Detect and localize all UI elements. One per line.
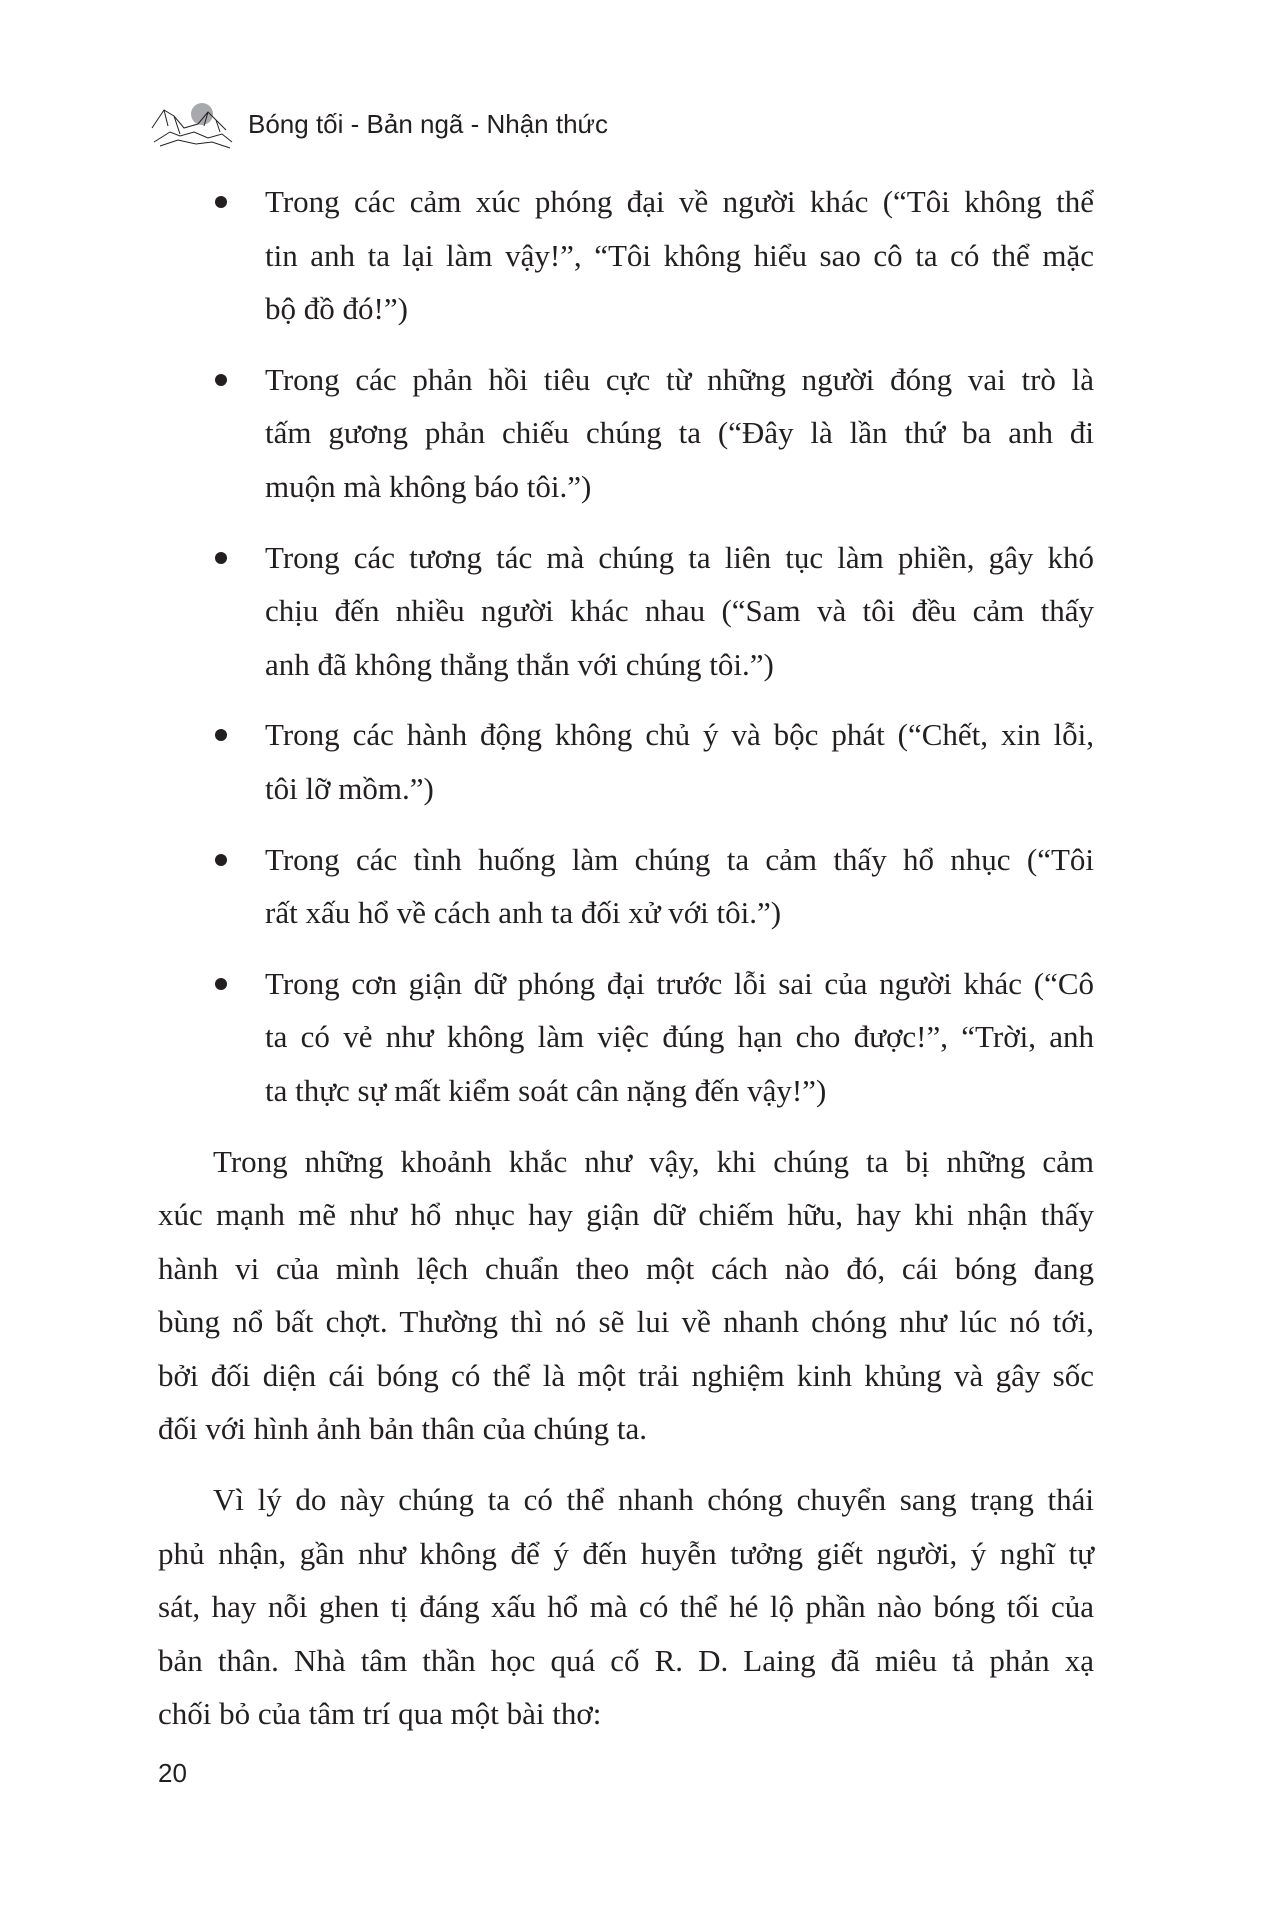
paragraph <box>158 1473 1094 1741</box>
text-line: Vì lý do này chúng ta có thể nhanh chóng chuyển sang trạng thái <box>213 1482 1094 1518</box>
bullet-item <box>158 353 1094 514</box>
text-line: chối bỏ của tâm trí qua một bài thơ: <box>158 1696 602 1732</box>
paragraph <box>158 1135 1094 1457</box>
text-line: muộn mà không báo tôi.”) <box>265 468 592 504</box>
text-line: đối với hình ảnh bản thân của chúng ta. <box>158 1411 648 1447</box>
bullet-item <box>158 833 1094 940</box>
text-line: Trong các tương tác mà chúng ta liên tục làm phiền, gây khó <box>265 539 1094 575</box>
bullet-dot-icon <box>215 729 227 741</box>
text-line: hành vi của mình lệch chuẩn theo một cách nào đó, cái bóng đang <box>158 1250 1094 1286</box>
bullet-item <box>158 708 1094 815</box>
text-line: Trong các cảm xúc phóng đại về người khác (“Tôi không thể <box>265 184 1094 219</box>
text-line: tấm gương phản chiếu chúng ta (“Đây là lần thứ ba anh đi <box>265 415 1094 451</box>
text-line: sát, hay nỗi ghen tị đáng xấu hổ mà có thể hé lộ phần nào bóng tối của <box>158 1589 1094 1625</box>
bullet-dot-icon <box>215 978 227 990</box>
text-line: bộ đồ đó!”) <box>265 291 408 327</box>
text-line: rất xấu hổ về cách anh ta đối xử với tôi.”) <box>265 895 782 931</box>
text-line: anh đã không thẳng thắn với chúng tôi.”) <box>265 646 774 682</box>
bullet-list <box>158 175 1094 1118</box>
bullet-item <box>158 175 1094 336</box>
text-line: Trong những khoảnh khắc như vậy, khi chúng ta bị những cảm <box>213 1143 1094 1179</box>
text-line: chịu đến nhiều người khác nhau (“Sam và tôi đều cảm thấy <box>265 593 1094 629</box>
text-line: ta thực sự mất kiểm soát cân nặng đến vậy!”) <box>265 1072 827 1108</box>
bullet-item <box>158 531 1094 692</box>
text-line: phủ nhận, gần như không để ý đến huyễn tưởng giết người, ý nghĩ tự <box>158 1535 1094 1571</box>
text-line: Trong các hành động không chủ ý và bộc phát (“Chết, xin lỗi, <box>265 717 1094 753</box>
text-line: bởi đối diện cái bóng có thể là một trải nghiệm kinh khủng và gây sốc <box>158 1357 1094 1393</box>
text-line: bản thân. Nhà tâm thần học quá cố R. D. Laing đã miêu tả phản xạ <box>158 1642 1094 1678</box>
text-line: bùng nổ bất chợt. Thường thì nó sẽ lui về nhanh chóng như lúc nó tới, <box>158 1304 1094 1340</box>
paragraphs <box>158 1135 1094 1742</box>
text-line: tin anh ta lại làm vậy!”, “Tôi không hiểu sao cô ta có thể mặc <box>265 237 1094 273</box>
running-title: Bóng tối - Bản ngã - Nhận thức <box>248 108 608 139</box>
text-line: xúc mạnh mẽ như hổ nhục hay giận dữ chiếm hữu, hay khi nhận thấy <box>158 1197 1094 1233</box>
text-line: Trong các tình huống làm chúng ta cảm thấy hổ nhục (“Tôi <box>265 841 1094 877</box>
bullet-dot-icon <box>215 196 227 208</box>
running-header <box>150 96 608 152</box>
bullet-item <box>158 957 1094 1118</box>
mountain-sun-icon <box>150 98 234 150</box>
bullet-dot-icon <box>215 552 227 564</box>
bullet-dot-icon <box>215 374 227 386</box>
text-line: Trong cơn giận dữ phóng đại trước lỗi sai của người khác (“Cô <box>265 965 1094 1001</box>
text-line: Trong các phản hồi tiêu cực từ những người đóng vai trò là <box>265 361 1094 397</box>
text-line: tôi lỡ mồm.”) <box>265 770 434 806</box>
text-line: ta có vẻ như không làm việc đúng hạn cho được!”, “Trời, anh <box>265 1019 1094 1055</box>
bullet-dot-icon <box>215 854 227 866</box>
page-body <box>158 175 1094 1758</box>
page-number: 20 <box>158 1758 187 1788</box>
